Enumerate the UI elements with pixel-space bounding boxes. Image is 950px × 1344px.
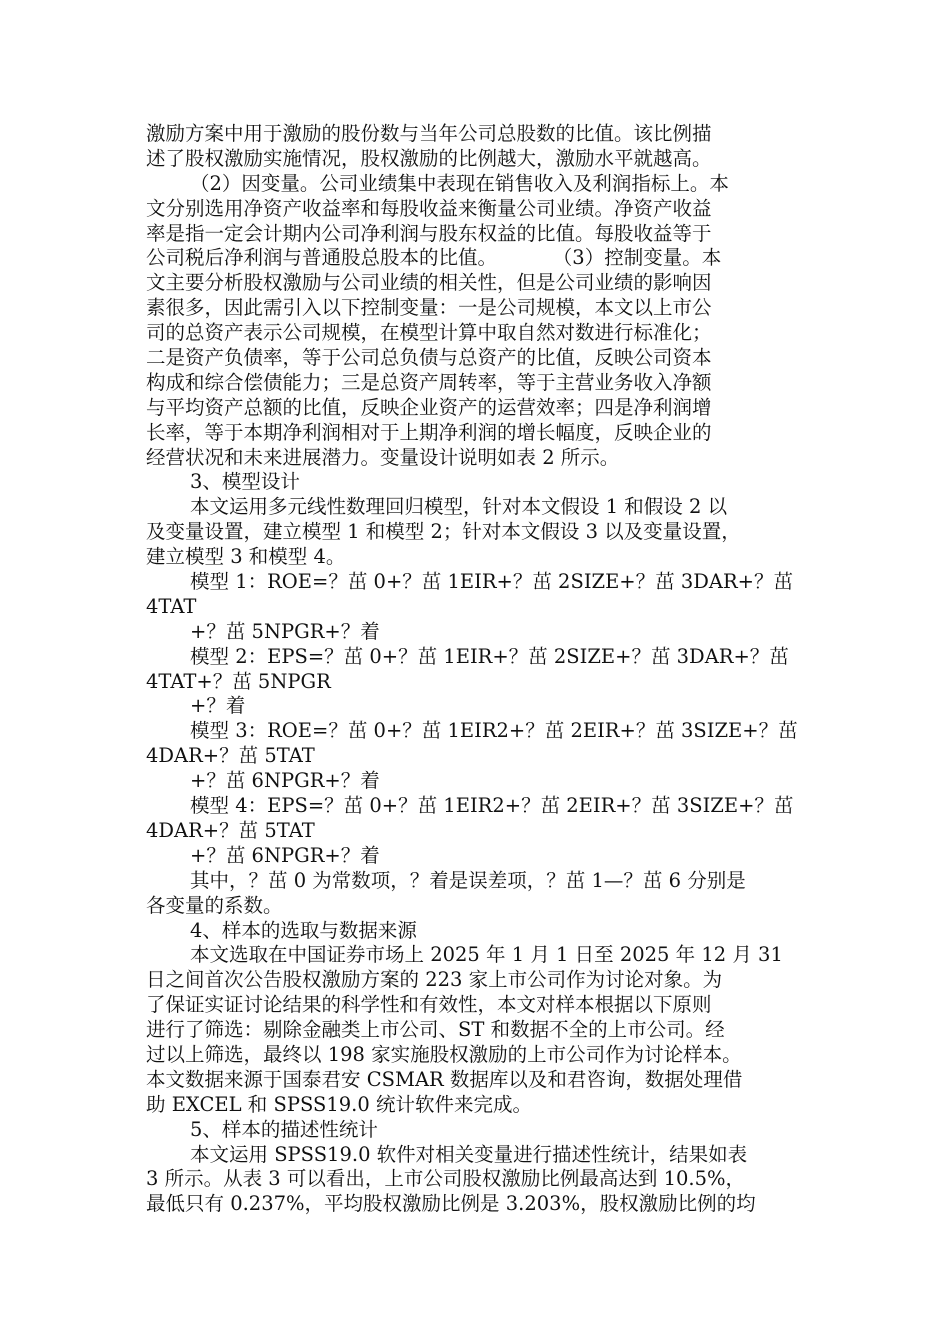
text-line: 3、模型设计 [190,470,300,494]
text-line: 模型 2：EPS=？茁 0+？茁 1EIR+？茁 2SIZE+？茁 3DAR+？茁 [190,644,789,668]
body-text [146,122,806,1217]
text-line: 5、样本的描述性统计 [190,1117,378,1141]
text-line: 本文运用 SPSS19.0 软件对相关变量进行描述性统计，结果如表 [190,1142,748,1166]
text-line: +？茁 6NPGR+？着 [190,843,380,867]
text-line: 4、样本的选取与数据来源 [190,918,417,942]
text-line: 文分别选用净资产收益率和每股收益来衡量公司业绩。净资产收益 [146,196,712,220]
text-line: 4DAR+？茁 5TAT [146,744,315,768]
text-line: 4TAT+？茁 5NPGR [146,669,331,693]
text-line: 及变量设置，建立模型 1 和模型 2；针对本文假设 3 以及变量设置， [146,520,741,544]
text-line: 了保证实证讨论结果的科学性和有效性，本文对样本根据以下原则 [146,993,712,1017]
text-line: 建立模型 3 和模型 4。 [146,545,346,569]
text-line: 本文选取在中国证券市场上 2025 年 1 月 1 日至 2025 年 12 月 31 [190,943,783,967]
text-line: 模型 3：ROE=？茁 0+？茁 1EIR2+？茁 2EIR+？茁 3SIZE+？茁 [190,719,798,743]
text-line: 4TAT [146,594,197,618]
text-line: +？茁 6NPGR+？着 [190,769,380,793]
text-line: 3 所示。从表 3 可以看出，上市公司股权激励比例最高达到 10.5%， [146,1167,746,1191]
text-line: 本文运用多元线性数理回归模型，针对本文假设 1 和假设 2 以 [190,495,728,519]
text-line: 过以上筛选，最终以 198 家实施股权激励的上市公司作为讨论样本。 [146,1042,742,1066]
text-line: 模型 1：ROE=？茁 0+？茁 1EIR+？茁 2SIZE+？茁 3DAR+？茁 [190,570,793,594]
text-line: （2）因变量。公司业绩集中表现在销售收入及利润指标上。本 [190,171,729,195]
text-line: 模型 4：EPS=？茁 0+？茁 1EIR2+？茁 2EIR+？茁 3SIZE+？茁 [190,794,794,818]
text-line: 率是指一定会计期内公司净利润与股东权益的比值。每股收益等于 [146,221,712,245]
text-line: 其中，？茁 0 为常数项，？着是误差项，？茁 1—？茁 6 分别是 [190,868,746,892]
text-line: 激励方案中用于激励的股份数与当年公司总股数的比值。该比例描 [146,122,712,145]
text-line: 进行了筛选：剔除金融类上市公司、ST 和数据不全的上市公司。经 [146,1018,725,1042]
text-line: 素很多，因此需引入以下控制变量：一是公司规模，本文以上市公 [146,296,712,320]
text-line: 文主要分析股权激励与公司业绩的相关性，但是公司业绩的影响因 [146,271,712,295]
text-line: 各变量的系数。 [146,893,283,917]
text-line: 日之间首次公告股权激励方案的 223 家上市公司作为讨论对象。为 [146,968,723,992]
text-line: 二是资产负债率，等于公司总负债与总资产的比值，反映公司资本 [146,346,712,370]
text-line: 述了股权激励实施情况，股权激励的比例越大，激励水平就越高。 [146,146,712,170]
text-line: 长率，等于本期净利润相对于上期净利润的增长幅度，反映企业的 [146,420,712,444]
text-line: +？着 [190,694,246,718]
text-line: 公司税后净利润与普通股总股本的比值。 （3）控制变量。本 [146,246,722,270]
text-line: 司的总资产表示公司规模，在模型计算中取自然对数进行标准化； [146,321,712,345]
text-line: +？茁 5NPGR+？着 [190,619,380,643]
text-line: 助 EXCEL 和 SPSS19.0 统计软件来完成。 [146,1092,532,1116]
text-line: 最低只有 0.237%，平均股权激励比例是 3.203%，股权激励比例的均 [146,1192,756,1216]
text-line: 4DAR+？茁 5TAT [146,818,315,842]
text-line: 构成和综合偿债能力；三是总资产周转率，等于主营业务收入净额 [146,370,712,394]
text-line: 经营状况和未来进展潜力。变量设计说明如表 2 所示。 [146,445,620,469]
text-line: 本文数据来源于国泰君安 CSMAR 数据库以及和君咨询，数据处理借 [146,1067,743,1091]
text-line: 与平均资产总额的比值，反映企业资产的运营效率；四是净利润增 [146,395,712,419]
